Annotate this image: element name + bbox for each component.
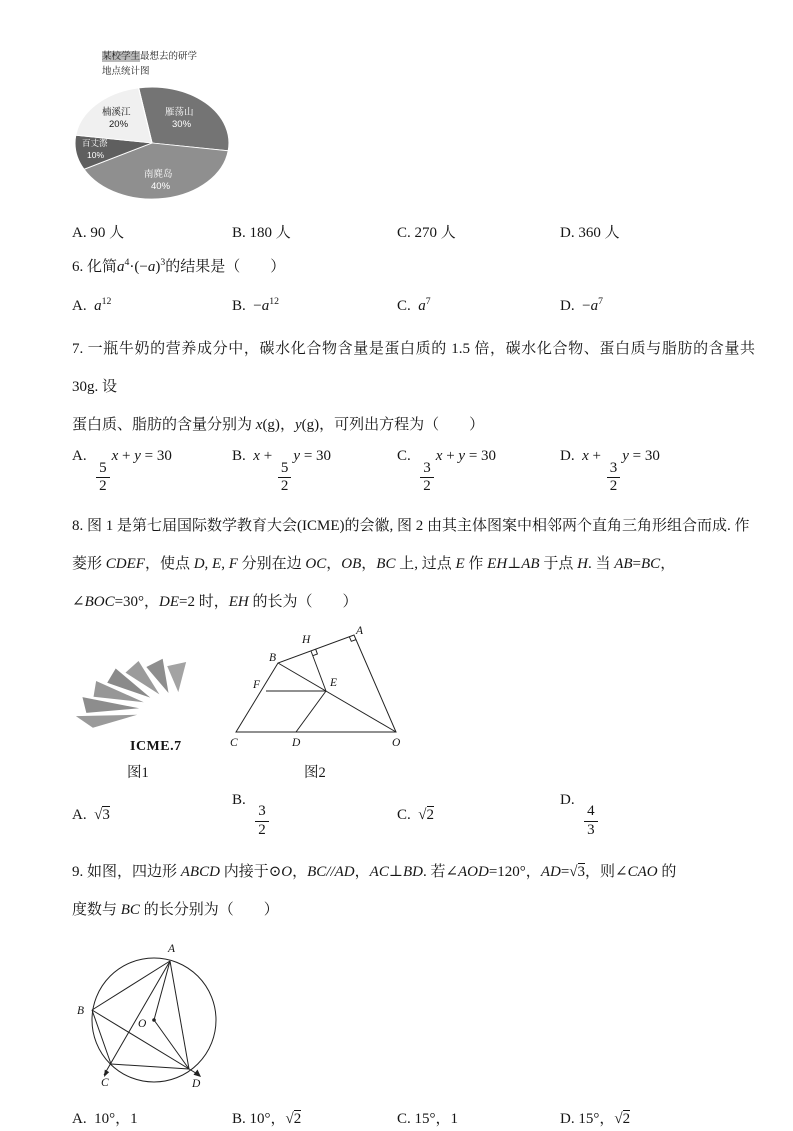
pie-value-yandangshan: 30% [172,119,192,131]
q8-option-d: D. $\frac{4}{3}$ [560,792,755,839]
q7-stem-line1: 7. 一瓶牛奶的营养成分中，碳水化合物含量是蛋白质的 1.5 倍，碳水化合物、蛋白质与脂肪的含量共 30g. 设 [72,341,755,396]
q8-stem-line1: 8. 图 1 是第七届国际数学教育大会(ICME)的会徽, 图 2 由其主体图案中相邻两个直角三角形组合而成. 作 [72,518,750,535]
label-D: D [292,737,301,750]
label-D: D [192,1077,201,1090]
chord-CD [111,1064,189,1069]
q7-options [72,448,755,495]
pie-chart [74,82,230,206]
q9-option-c: C. 15°，1 [397,1111,459,1128]
label-E: E [330,677,338,690]
q5-option-d: D. 360 人 [560,224,620,241]
q6-option-a: A. $a^{12}$ [72,295,112,314]
label-H: H [302,634,311,647]
figure-1-block [72,655,214,782]
q9-stem-line1: 9. 如图，四边形 ABCD 内接于⊙O，BC//AD，AC⊥BD. 若∠AOD=120°，AD=√3，则∠CAO 的 [72,863,677,880]
chord-DA [170,961,189,1069]
figure-1-caption: 图1 [127,765,149,782]
pie-value-nanxijiang: 20% [109,119,129,131]
label-C: C [230,737,238,750]
q6-stem: 6. 化简$a^4\cdot(-a)^3$的结果是（ ） [72,257,286,276]
label-O: O [138,1017,147,1030]
pie-value-nanjidao: 40% [151,181,171,193]
q8-options [72,792,755,839]
segment-EH [311,651,326,691]
label-B: B [269,652,277,665]
q7-option-d: D. x + $\frac{3}{2}$ y = 30 [560,448,660,494]
pie-chart-title [102,50,755,79]
pie-chart-block [72,50,755,206]
q8-option-b: B. $\frac{3}{2}$ [232,792,397,839]
q8-stem-line2: 菱形 CDEF，使点 D, E, F 分别在边 OC，OB，BC 上, 过点 E 作 EH⊥AB 于点 H. 当 AB=BC， [72,556,676,573]
figure-2-geometry [226,625,411,750]
q7-stem-line2: 蛋白质、脂肪的含量分别为 x(g)，y(g)，可列出方程为（ ） [72,417,485,434]
segment-BO [278,663,396,732]
q9-stem-block [72,853,755,929]
q9-option-a: A. 10°，1 [72,1111,138,1128]
q7-stem-block [72,330,755,444]
icme-logo-icon [72,655,192,731]
q7-option-a: A. $\frac{5}{2}$ x + y = 30 [72,448,172,494]
segment-DE [296,691,326,732]
label-C: C [101,1076,109,1089]
q7-option-c: C. $\frac{3}{2}$ x + y = 30 [397,448,497,494]
q9-options [72,1105,755,1131]
icme-brand-text: ICME.7 [130,739,182,755]
arrowhead-AC [104,1069,109,1076]
q6-option-b: B. $-a^{12}$ [232,295,279,314]
q9-option-b: B. 10°，√2 [232,1111,302,1128]
pie-title-highlight: 某校学生 [102,51,141,62]
q6-option-d: D. $-a^7$ [560,295,603,314]
q8-stem-block [72,507,755,621]
label-F: F [253,679,261,692]
figure-2-caption: 图2 [304,765,326,782]
q7-option-b: B. x + $\frac{5}{2}$ y = 30 [232,448,332,494]
pie-label-yandangshan: 雁荡山 [165,107,194,119]
q5-options [72,218,755,244]
q5-option-c: C. 270 人 [397,224,456,241]
q9-option-d: D. 15°，√2 [560,1111,631,1128]
q8-option-a: A. √3 [72,806,110,823]
pie-label-baizhangji: 百丈漈 [82,138,108,149]
radius-OD [154,1020,189,1069]
q6-options [72,292,755,318]
pie-value-baizhangji: 10% [87,150,105,161]
q8-stem-line3: ∠BOC=30°，DE=2 时，EH 的长为（ ） [72,594,358,611]
label-A: A [168,942,176,955]
q8-figures [72,625,755,782]
q5-option-b: B. 180 人 [232,224,291,241]
pie-label-nanjidao: 南麂岛 [144,169,173,181]
pie-label-nanxijiang: 楠溪江 [102,107,131,119]
diagonal-AC-extended [104,961,170,1075]
q8-option-c: C. √2 [397,806,434,823]
arrowhead-BD [194,1069,202,1077]
label-O: O [392,737,401,750]
figure-circle-geometry [76,935,276,1095]
pie-title-line1-rest: 最想去的研学 [140,51,198,62]
q6-option-c: C. $a^7$ [397,295,431,314]
pie-title-line2: 地点统计图 [102,65,150,77]
figure-2-block [226,625,411,782]
pie-title-line1 [102,50,755,65]
q9-stem-line2: 度数与 BC 的长分别为（ ） [72,901,279,918]
label-A: A [356,625,364,638]
q5-option-a: A. 90 人 [72,224,125,241]
label-B: B [77,1004,85,1017]
